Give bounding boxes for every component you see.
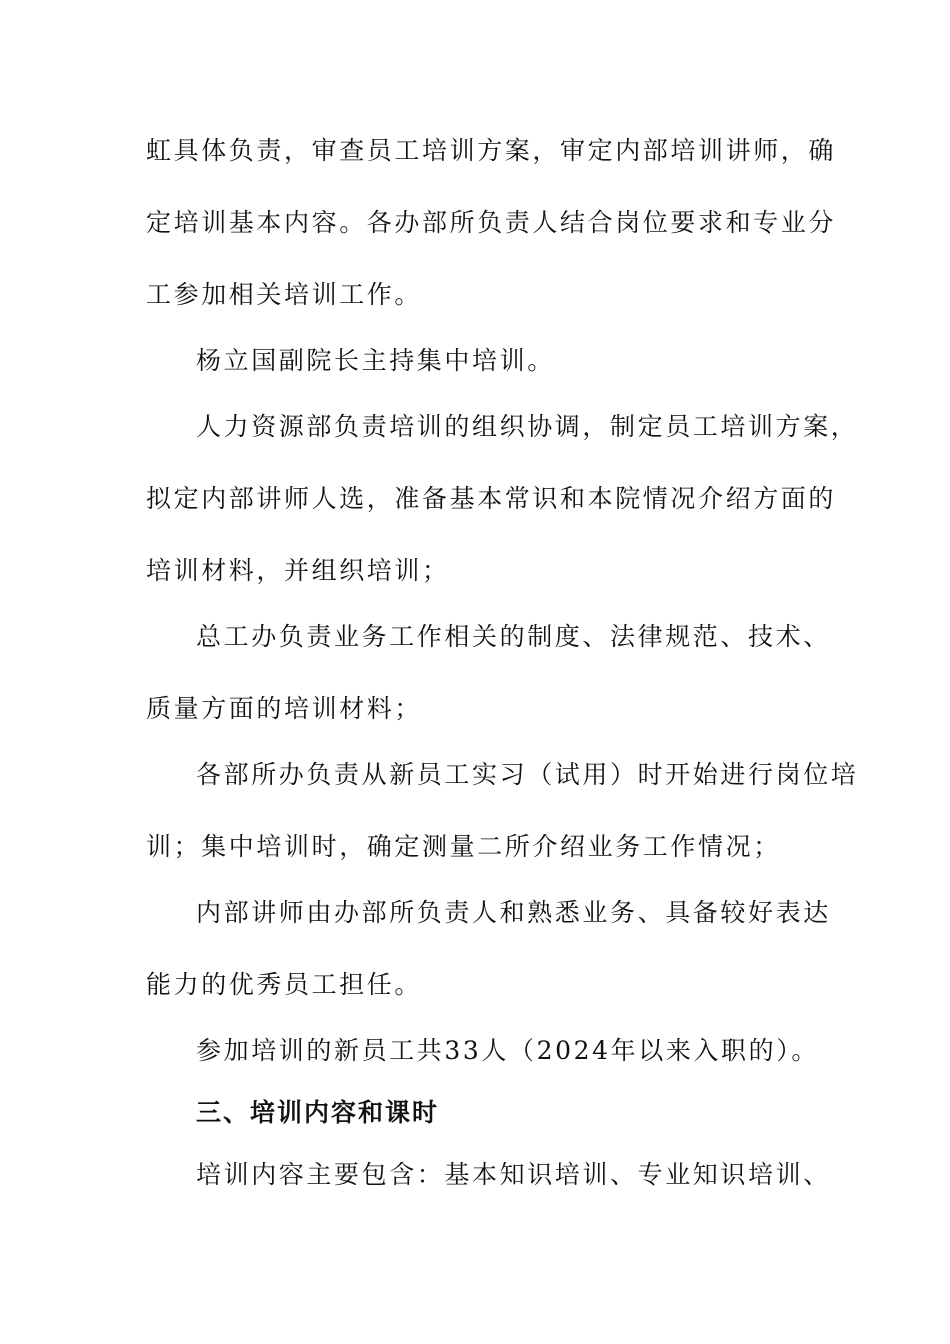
paragraph-line: 拟定内部讲师人选，准备基本常识和本院情况介绍方面的 xyxy=(146,484,837,513)
section-heading: 三、培训内容和课时 xyxy=(196,1098,440,1127)
paragraph-line: 定培训基本内容。各办部所负责人结合岗位要求和专业分 xyxy=(146,208,837,237)
paragraph-line: 各部所办负责从新员工实习（试用）时开始进行岗位培 xyxy=(196,760,859,789)
paragraph-line: 人力资源部负责培训的组织协调，制定员工培训方案， xyxy=(196,412,859,441)
paragraph-line: 总工办负责业务工作相关的制度、法律规范、技术、 xyxy=(196,622,831,651)
paragraph-line: 参加培训的新员工共33人（2024年以来入职的）。 xyxy=(196,1036,819,1065)
paragraph-line: 训；集中培训时，确定测量二所介绍业务工作情况； xyxy=(146,832,781,861)
paragraph-line: 培训内容主要包含：基本知识培训、专业知识培训、 xyxy=(196,1160,831,1189)
paragraph-line: 内部讲师由办部所负责人和熟悉业务、具备较好表达 xyxy=(196,898,831,927)
paragraph-line: 能力的优秀员工担任。 xyxy=(146,970,423,999)
paragraph-line: 工参加相关培训工作。 xyxy=(146,280,423,309)
paragraph-line: 虹具体负责，审查员工培训方案，审定内部培训讲师，确 xyxy=(146,136,837,165)
paragraph-line: 杨立国副院长主持集中培训。 xyxy=(196,346,555,375)
paragraph-line: 质量方面的培训材料； xyxy=(146,694,423,723)
paragraph-line: 培训材料，并组织培训； xyxy=(146,556,450,585)
